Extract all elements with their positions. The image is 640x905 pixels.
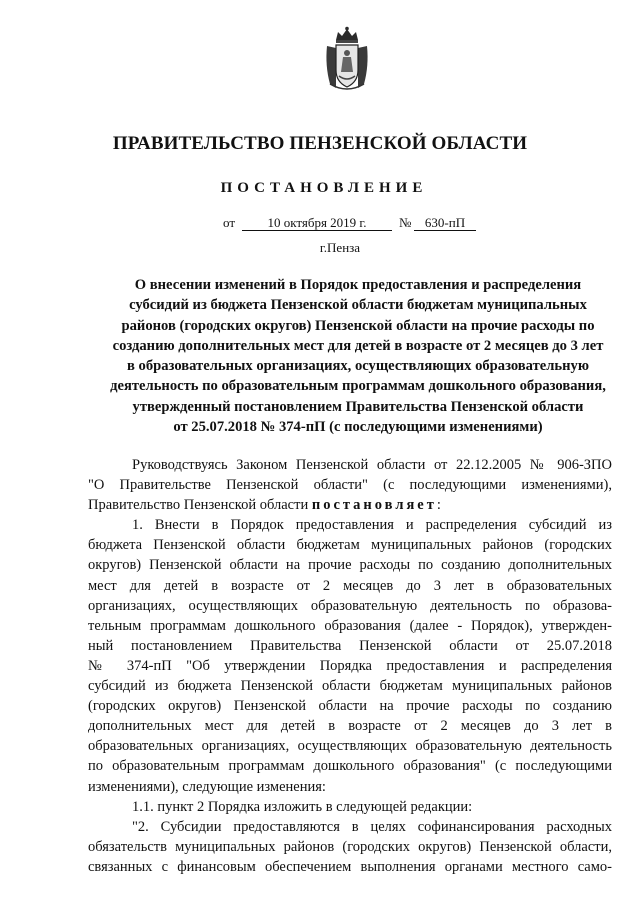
body-line: организациях, осуществляющих образовательную деятельность по образова- <box>88 597 612 614</box>
body-line: дополнительных мест для детей в возрасте от 2 месяцев до 3 лет в <box>88 718 612 735</box>
coat-of-arms-emblem <box>324 26 370 92</box>
heading-line: в образовательных организациях, осуществляющих образовательную <box>127 358 589 375</box>
body-text-fragment: : <box>436 497 441 514</box>
date-field <box>242 215 392 231</box>
body-line: бюджета Пензенской области бюджетам муниципальных районов (городских <box>88 537 612 554</box>
heading-line: утвержденный постановлением Правительства Пензенской области <box>132 398 584 415</box>
heading-line: субсидий из бюджета Пензенской области бюджетам муниципальных <box>129 297 587 314</box>
document-heading <box>88 275 628 437</box>
body-line: округов) Пензенской области на прочие расходы по созданию дополнительных <box>88 557 612 574</box>
body-line: субсидий из бюджета Пензенской области бюджетам муниципальных районов <box>88 678 612 695</box>
heading-line: деятельность по образовательным программам дошкольного образования, <box>110 378 606 395</box>
body-line: 1.1. пункт 2 Порядка изложить в следующей редакции: <box>132 798 473 815</box>
resolves-keyword: постановляет <box>311 497 437 514</box>
document-type: ПОСТАНОВЛЕНИЕ <box>220 180 428 196</box>
heading-line: районов (городских округов) Пензенской области на прочие расходы по <box>121 317 595 334</box>
body-line: (городских округов) Пензенской области на прочие расходы по созданию <box>88 698 612 715</box>
body-line: тельным программам дошкольного образования (далее - Порядок), утвержден- <box>88 617 612 634</box>
body-line: "О Правительстве Пензенской области" (с последующими изменениями), <box>88 477 612 494</box>
number-field <box>414 215 476 231</box>
body-line: мест для детей в возрасте от 2 месяцев до 3 лет в образовательных <box>88 577 612 594</box>
document-body <box>88 455 612 877</box>
body-text-fragment: Правительство Пензенской области <box>88 497 312 514</box>
heading-line: от 25.07.2018 № 374-пП (с последующими изменениями) <box>173 419 543 436</box>
body-line: по образовательным программам дошкольного образования" (с последующими <box>88 758 612 775</box>
body-line: образовательных организациях, осуществляющих образовательную деятельность <box>88 738 612 755</box>
body-line: Руководствуясь Законом Пензенской области от 22.12.2005 № 906-ЗПО <box>132 457 612 473</box>
heading-line: О внесении изменений в Порядок предоставления и распределения <box>134 277 582 293</box>
body-line: 1. Внести в Порядок предоставления и распределения субсидий из <box>132 517 612 534</box>
government-title: ПРАВИТЕЛЬСТВО ПЕНЗЕНСКОЙ ОБЛАСТИ <box>112 133 528 154</box>
date-prefix: от <box>223 215 236 230</box>
body-line: изменениями), следующие изменения: <box>88 778 326 795</box>
number-prefix: № <box>399 215 412 230</box>
date-value: 10 октября 2019 г. <box>267 215 367 230</box>
heading-line: созданию дополнительных мест для детей в возрасте от 2 месяцев до 3 лет <box>112 337 604 354</box>
body-line: ный постановлением Правительства Пензенской области от 25.07.2018 <box>88 637 612 654</box>
body-line <box>88 495 612 515</box>
body-line: связанных с финансовым обеспечением выполнения органами местного само- <box>88 858 612 875</box>
number-value: 630-пП <box>424 215 466 230</box>
city-label: г.Пенза <box>319 240 361 255</box>
body-line: обязательств муниципальных районов (городских округов) Пензенской области, <box>88 838 612 855</box>
body-line: "2. Субсидии предоставляются в целях софинансирования расходных <box>132 818 612 835</box>
body-line: № 374-пП "Об утверждении Порядка предоставления и распределения <box>88 657 612 674</box>
